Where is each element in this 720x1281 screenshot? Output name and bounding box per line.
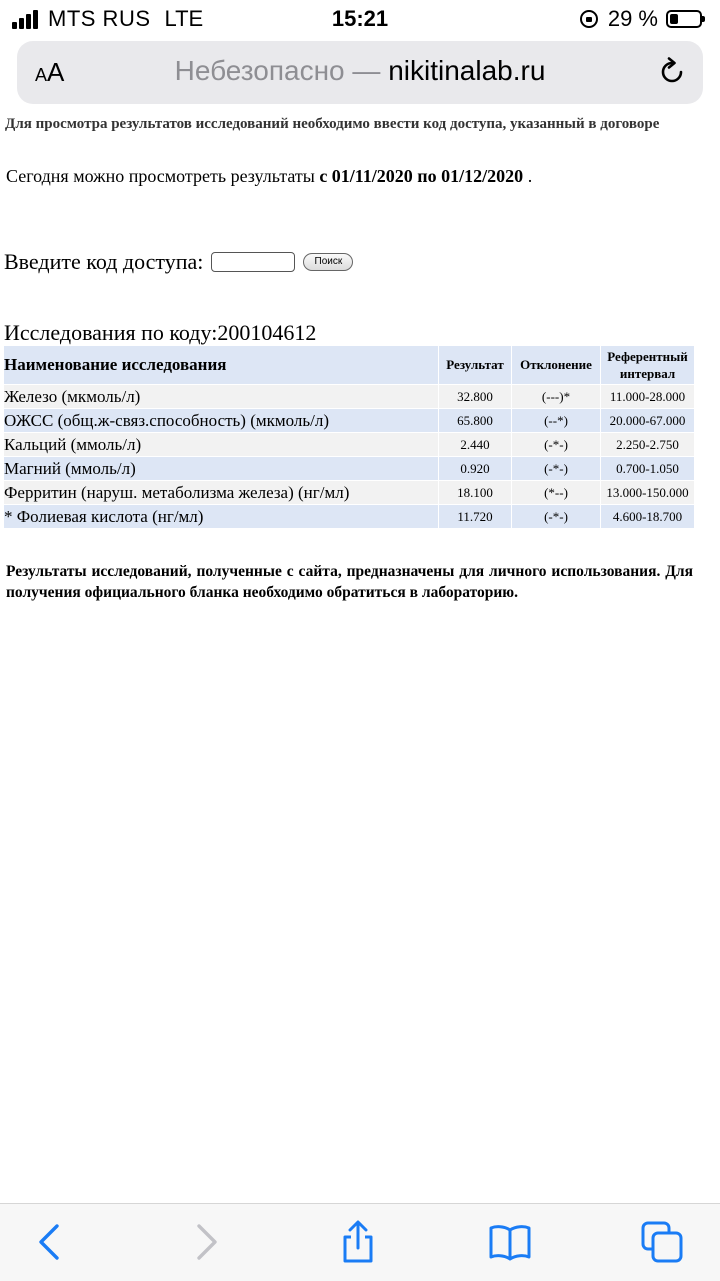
test-deviation: (-*-) [512,457,601,481]
bookmarks-icon [488,1220,532,1264]
test-deviation: (-*-) [512,433,601,457]
test-name: * Фолиевая кислота (нг/мл) [4,505,439,529]
tabs-button[interactable] [640,1220,684,1264]
header-deviation: Отклонение [512,346,601,385]
test-reference: 13.000-150.000 [601,481,695,505]
test-reference: 0.700-1.050 [601,457,695,481]
test-deviation: (--*) [512,409,601,433]
clock: 15:21 [331,6,389,31]
carrier-name: MTS RUS [48,6,151,31]
back-icon [28,1220,72,1264]
test-name: Железо (мкмоль/л) [4,385,439,409]
address-bar[interactable] [17,41,703,104]
battery-percent: 29 % [607,6,658,31]
orientation-lock-icon [580,10,598,28]
header-reference: Референтный интервал [601,346,695,385]
test-deviation: (---)* [512,385,601,409]
access-code-label: Введите код доступа: [4,249,204,274]
test-result: 2.440 [439,433,512,457]
test-result: 0.920 [439,457,512,481]
header-name: Наименование исследования [4,346,439,385]
access-code-input[interactable] [211,252,295,272]
header-result: Результат [439,346,512,385]
table-row [4,385,695,409]
period-range: с 01/11/2020 по 01/12/2020 [319,166,524,186]
test-name: Кальций (ммоль/л) [4,433,439,457]
access-code-form [4,249,353,275]
available-period: Сегодня можно просмотреть результаты с 01/11/2020 по 01/12/2020 . [6,166,533,186]
test-result: 18.100 [439,481,512,505]
test-reference: 11.000-28.000 [601,385,695,409]
results-heading: Исследования по коду:200104612 [4,320,317,345]
table-row [4,433,695,457]
access-notice: Для просмотра результатов исследований необходимо ввести код доступа, указанный в договоре [5,116,660,132]
forward-icon [184,1220,228,1264]
table-row [4,457,695,481]
table-row [4,481,695,505]
table-header-row [4,346,695,385]
test-result: 65.800 [439,409,512,433]
test-deviation: (-*-) [512,505,601,529]
test-reference: 2.250-2.750 [601,433,695,457]
back-button[interactable] [28,1220,72,1264]
url-field[interactable] [17,55,703,87]
test-reference: 4.600-18.700 [601,505,695,529]
table-row [4,505,695,529]
text-size-button[interactable]: AA [35,57,65,87]
battery-icon [666,10,702,28]
bookmarks-button[interactable] [488,1220,532,1264]
reload-icon[interactable] [657,57,687,87]
disclaimer-text: Результаты исследований, полученные с сайта, предназначены для личного использования. Для получения официального бланка необходимо обратиться в лабораторию. [6,563,693,601]
battery-fill [670,14,678,24]
tabs-icon [640,1220,684,1264]
results-table [4,346,695,529]
test-deviation: (*--) [512,481,601,505]
search-button[interactable]: Поиск [303,253,353,271]
forward-button[interactable] [184,1220,228,1264]
table-row [4,409,695,433]
test-reference: 20.000-67.000 [601,409,695,433]
test-name: ОЖСС (общ.ж-связ.способность) (мкмоль/л) [4,409,439,433]
share-button[interactable] [336,1220,380,1264]
security-label: Небезопасно — [174,55,389,86]
network-type: LTE [164,6,204,31]
test-result: 11.720 [439,505,512,529]
test-name: Ферритин (наруш. метаболизма железа) (нг/мл) [4,481,439,505]
browser-toolbar [0,1203,720,1281]
share-icon [336,1220,380,1264]
test-result: 32.800 [439,385,512,409]
status-bar [0,0,720,36]
test-name: Магний (ммоль/л) [4,457,439,481]
url-host: nikitinalab.ru [388,55,546,86]
